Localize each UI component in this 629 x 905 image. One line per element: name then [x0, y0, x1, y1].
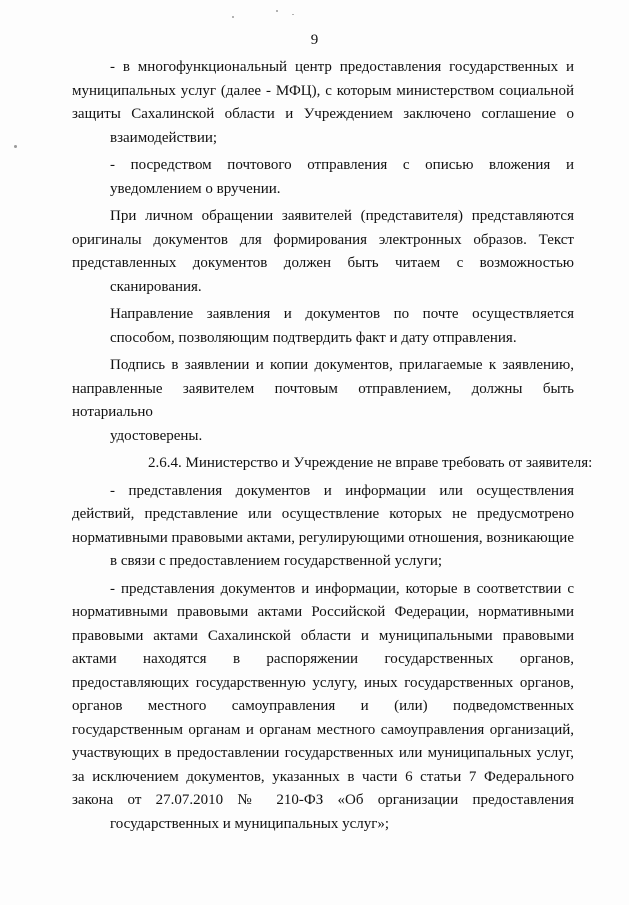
text-line: предоставляющих государственную услугу, иных государственных органов, [72, 674, 574, 691]
paragraph [72, 303, 574, 350]
text-line: государственным органам и органам местного самоуправления организаций, [72, 721, 574, 738]
paragraph [72, 578, 574, 837]
text-line: действий, представление или осуществление которых не предусмотрено [72, 506, 574, 522]
text-line: удостоверены. [110, 427, 203, 444]
text-line: - посредством почтового отправления с описью вложения и [110, 157, 574, 173]
paragraph [72, 480, 574, 574]
text-line: нормативными правовыми актами Российской Федерации, нормативными [72, 604, 574, 620]
text-line: оригиналы документов для формирования электронных образов. Текст [72, 231, 574, 248]
text-line: закона от 27.07.2010 № 210-ФЗ «Об организации предоставления [72, 792, 574, 808]
text-line: направленные заявителем почтовым отправлением, должны быть нотариально [72, 380, 574, 420]
text-line: органов местного самоуправления и (или) подведомственных [72, 698, 574, 714]
text-line: взаимодействии; [110, 129, 218, 146]
paragraph [72, 56, 574, 150]
text-line: сканирования. [110, 278, 202, 295]
text-line: способом, позволяющим подтвердить факт и дату отправления. [110, 329, 517, 346]
paragraph [72, 205, 574, 299]
text-line: представленных документов должен быть читаем с возможностью [72, 255, 574, 271]
scan-speck [292, 14, 294, 15]
text-line: государственных и муниципальных услуг»; [110, 815, 390, 832]
paragraph [72, 354, 574, 448]
text-line: в связи с предоставлением государственной услуги; [110, 553, 443, 569]
text-line: муниципальных услуг (далее - МФЦ), с которым министерством социальной [72, 82, 574, 99]
text-line: Направление заявления и документов по почте осуществляется [110, 306, 574, 322]
scan-speck [232, 16, 234, 18]
text-line: Подпись в заявлении и копии документов, прилагаемые к заявлению, [110, 357, 574, 373]
text-line: уведомлением о вручении. [110, 180, 281, 197]
text-line: - представления документов и информации или осуществления [110, 482, 574, 499]
text-line: актами находятся в распоряжении государственных органов, [72, 651, 574, 667]
page-number: 9 [310, 32, 319, 48]
text-line: 2.6.4. Министерство и Учреждение не вправе требовать от заявителя: [148, 455, 593, 471]
text-line: участвующих в предоставлении государственных или муниципальных услуг, [72, 745, 574, 761]
scan-speck [276, 10, 278, 12]
text-line: При личном обращении заявителей (представителя) представляются [110, 208, 574, 224]
body-text [72, 56, 593, 840]
paragraph [72, 154, 574, 201]
text-line: нормативными правовыми актами, регулирующими отношения, возникающие [72, 529, 574, 546]
paragraph [72, 452, 593, 476]
text-line: за исключением документов, указанных в части 6 статьи 7 Федерального [72, 768, 574, 785]
text-line: - в многофункциональный центр предоставления государственных и [110, 59, 574, 75]
text-line: - представления документов и информации, которые в соответствии с [110, 580, 574, 597]
scan-speck [14, 145, 17, 148]
text-line: правовыми актами Сахалинской области и муниципальными правовыми [72, 627, 574, 644]
text-line: защиты Сахалинской области и Учреждением заключено соглашение о [72, 106, 574, 122]
